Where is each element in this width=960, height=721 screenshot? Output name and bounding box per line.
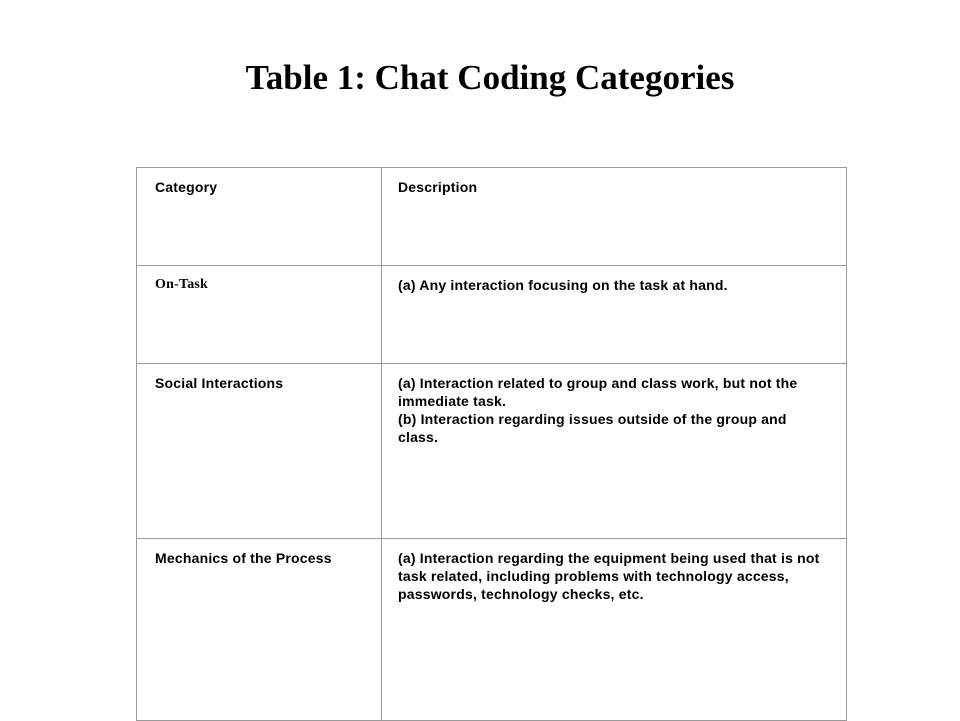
category-label-mechanics: Mechanics of the Process [155,550,332,566]
table-row [137,539,847,721]
table-header-row [137,168,847,266]
category-cell [137,266,382,364]
header-cell-description [382,168,847,266]
header-description-label: Description [398,179,478,195]
description-mechanics [382,539,846,603]
header-cell-category [137,168,382,266]
category-cell [137,539,382,721]
category-label-on-task: On-Task [155,277,209,292]
description-cell [382,364,847,539]
page-title: Table 1: Chat Coding Categories [245,58,735,97]
description-line: (b) Interaction regarding issues outside of the group and class. [398,411,787,445]
description-cell [382,539,847,721]
description-cell [382,266,847,364]
category-cell [137,364,382,539]
table-row [137,364,847,539]
description-line: (a) Interaction regarding the equipment being used that is not task related, including problems with technology access, passwords, technology checks, etc. [398,550,820,602]
description-on-task [382,266,846,294]
category-label-social-interactions: Social Interactions [155,375,284,391]
description-social-interactions [382,364,846,446]
table-row [137,266,847,364]
description-line: (a) Interaction related to group and class work, but not the immediate task. [398,375,798,409]
chat-coding-table [136,167,847,721]
description-line: (a) Any interaction focusing on the task at hand. [398,277,728,293]
header-category-label: Category [155,179,218,195]
